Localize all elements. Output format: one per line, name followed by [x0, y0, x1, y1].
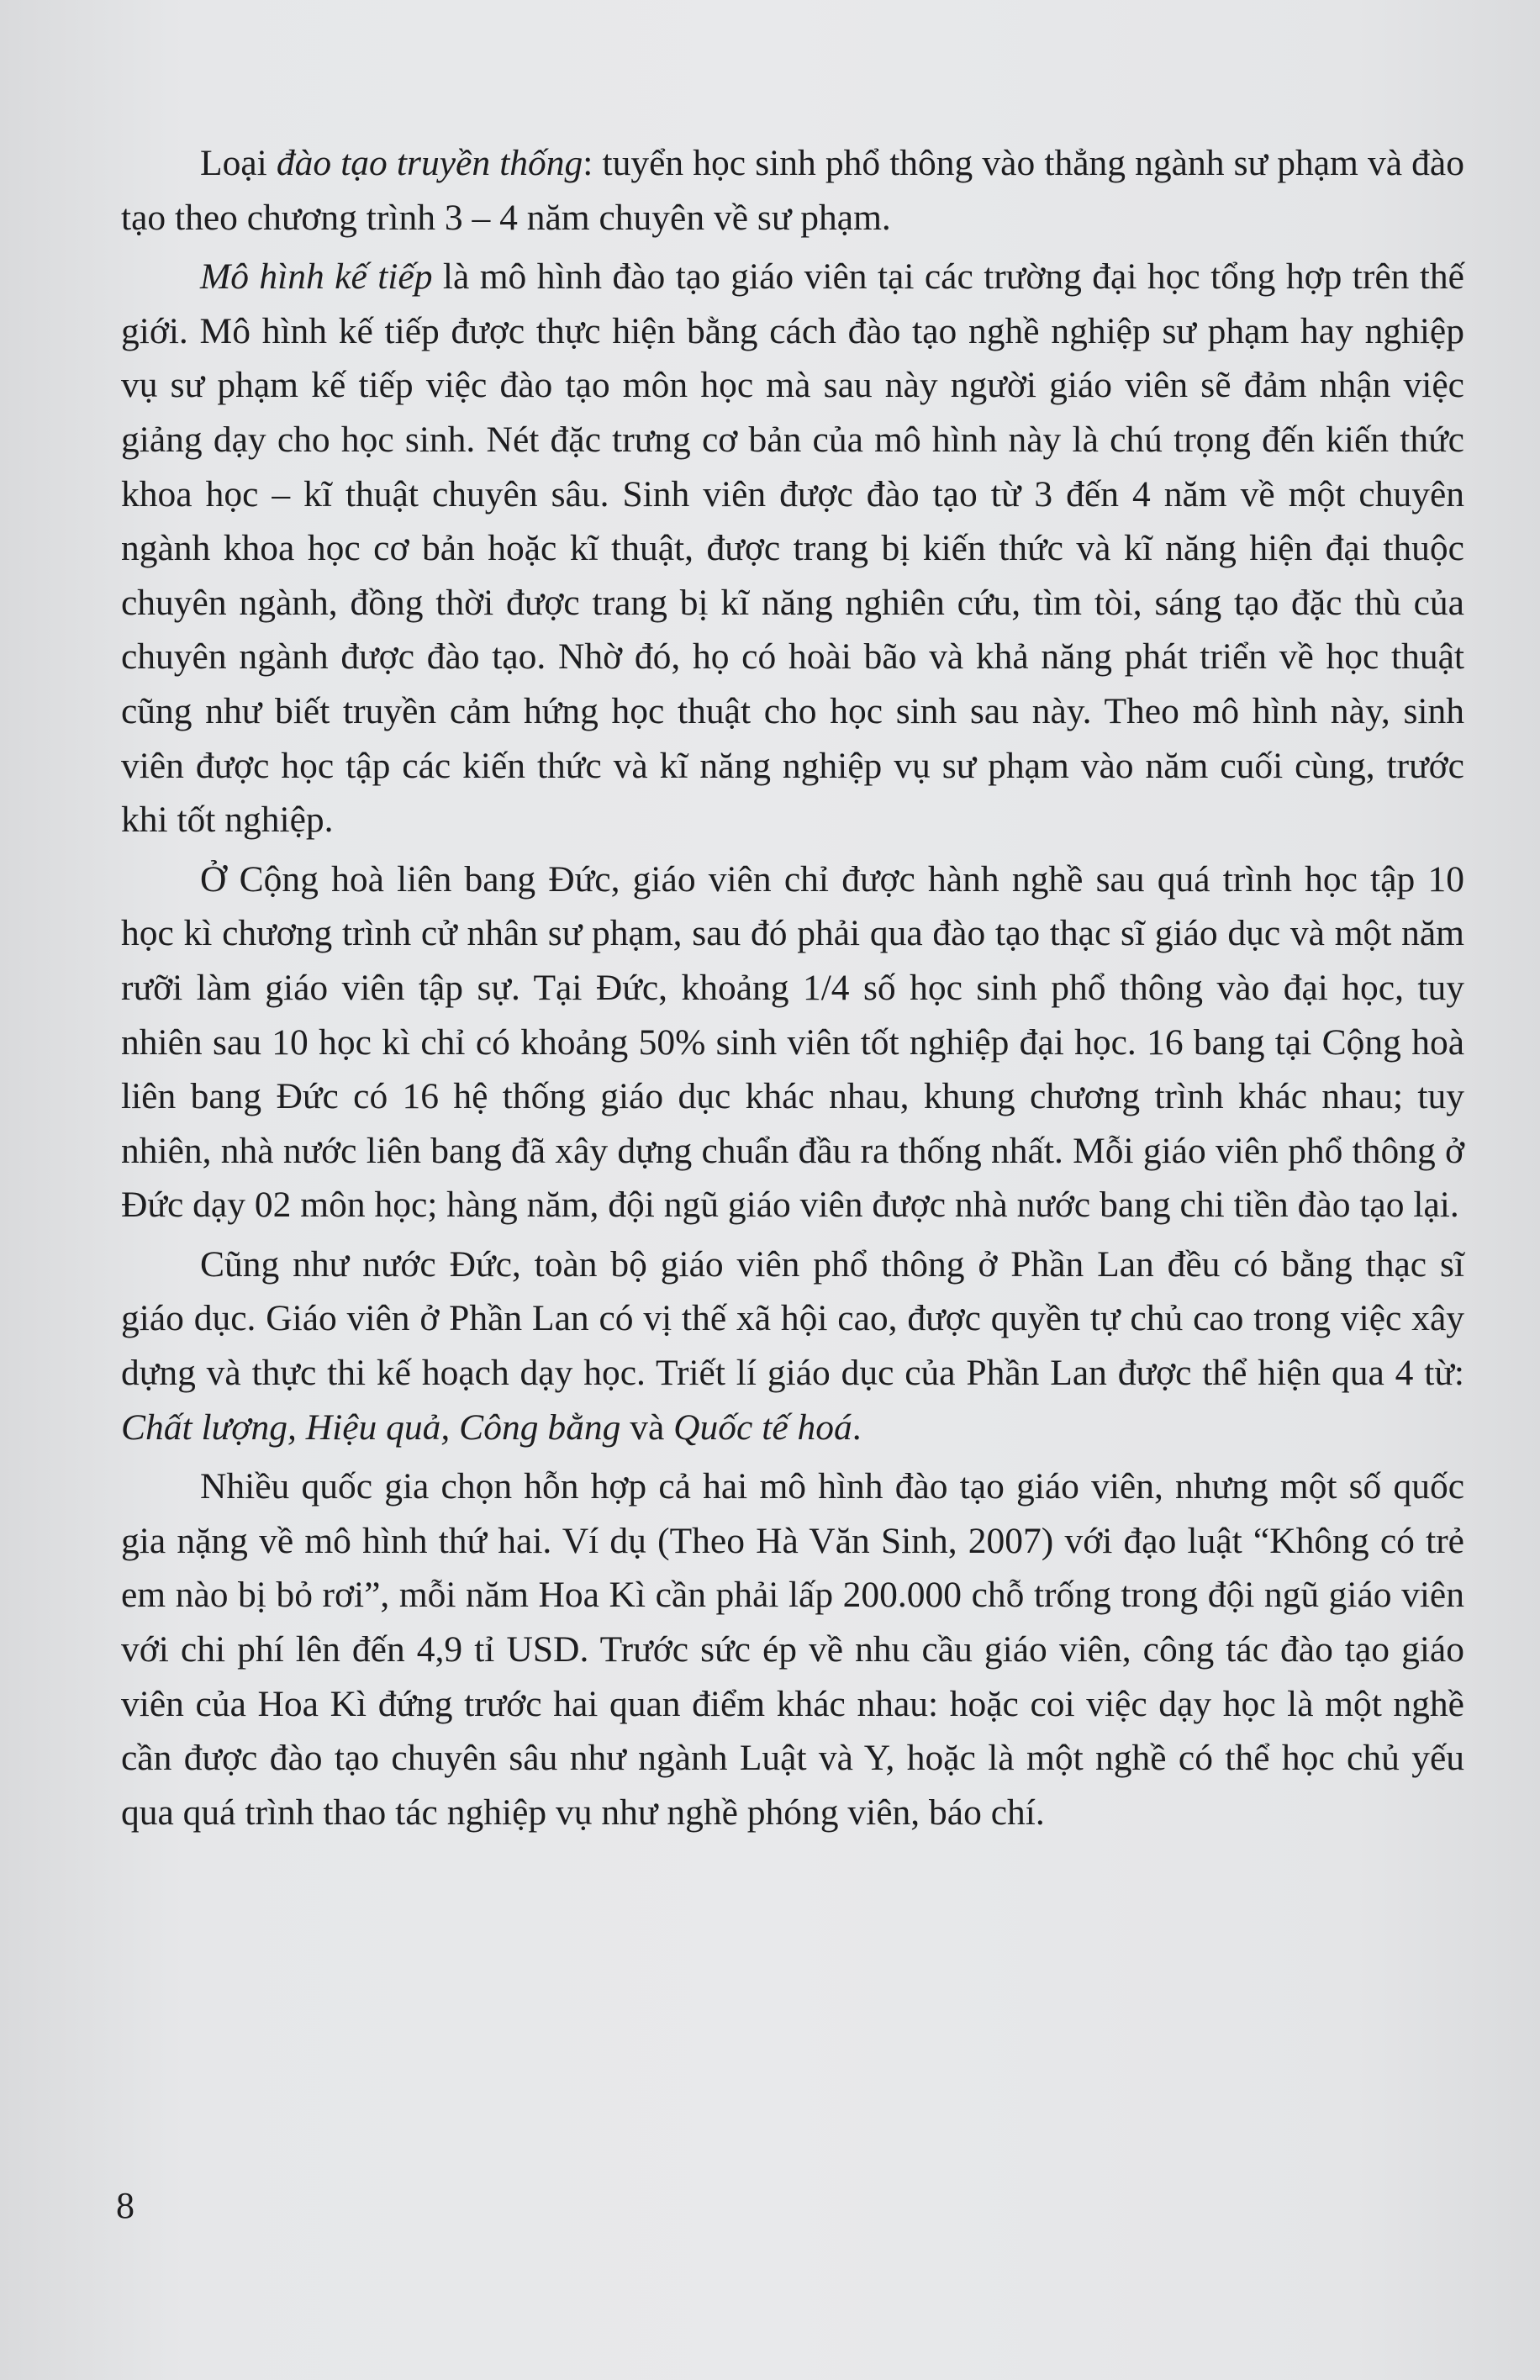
- text-run: là mô hình đào tạo giáo viên tại các trường đại học tổng hợp trên thế giới. Mô hình kế tiếp được thực hiện bằng cách đào tạo nghề nghiệp sư phạm hay nghiệp vụ sư phạm kế tiếp việc đào tạo môn học mà sau này người giáo viên sẽ đảm nhận việc giảng dạy cho học sinh. Nét đặc trưng cơ bản của mô hình này là chú trọng đến kiến thức khoa học – kĩ thuật chuyên sâu. Sinh viên được đào tạo từ 3 đến 4 năm về một chuyên ngành khoa học cơ bản hoặc kĩ thuật, được trang bị kiến thức và kĩ năng hiện đại thuộc chuyên ngành, đồng thời được trang bị kĩ năng nghiên cứu, tìm tòi, sáng tạo đặc thù của chuyên ngành được đào tạo. Nhờ đó, họ có hoài bão và khả năng phát triển về học thuật cũng như biết truyền cảm hứng học thuật cho học sinh sau này. Theo mô hình này, sinh viên được học tập các kiến thức và kĩ năng nghiệp vụ sư phạm vào năm cuối cùng, trước khi tốt nghiệp.: [121, 256, 1464, 841]
- paragraph-consecutive-model: [121, 250, 1464, 847]
- paragraph-germany: [121, 852, 1464, 1232]
- italic-term-consecutive-model: Mô hình kế tiếp: [200, 256, 433, 298]
- paragraph-finland: [121, 1237, 1464, 1454]
- text-run: : tuyển học sinh phổ thông vào thẳng ngành sư phạm và đào tạo theo chương trình 3 – 4 năm chuyên về sư phạm.: [121, 143, 1464, 238]
- paragraph-traditional-training: [121, 136, 1464, 245]
- page-number: 8: [116, 2185, 134, 2226]
- text-run: Nhiều quốc gia chọn hỗn hợp cả hai mô hình đào tạo giáo viên, nhưng một số quốc gia nặng về mô hình thứ hai. Ví dụ (Theo Hà Văn Sinh, 2007) với đạo luật “Không có trẻ em nào bị bỏ rơi”, mỗi năm Hoa Kì cần phải lấp 200.000 chỗ trống trong đội ngũ giáo viên với chi phí lên đến 4,9 tỉ USD. Trước sức ép về nhu cầu giáo viên, công tác đào tạo giáo viên của Hoa Kì đứng trước hai quan điểm khác nhau: hoặc coi việc dạy học là một nghề cần được đào tạo chuyên sâu như ngành Luật và Y, hoặc là một nghề có thể học chủ yếu qua quá trình thao tác nghiệp vụ như nghề phóng viên, báo chí.: [121, 1466, 1464, 1833]
- text-run: Ở Cộng hoà liên bang Đức, giáo viên chỉ được hành nghề sau quá trình học tập 10 học kì chương trình cử nhân sư phạm, sau đó phải qua đào tạo thạc sĩ giáo dục và một năm rưỡi làm giáo viên tập sự. Tại Đức, khoảng 1/4 số học sinh phổ thông vào đại học, tuy nhiên sau 10 học kì chỉ có khoảng 50% sinh viên tốt nghiệp đại học. 16 bang tại Cộng hoà liên bang Đức có 16 hệ thống giáo dục khác nhau, khung chương trình khác nhau; tuy nhiên, nhà nước liên bang đã xây dựng chuẩn đầu ra thống nhất. Mỗi giáo viên phổ thông ở Đức dạy 02 môn học; hàng năm, đội ngũ giáo viên được nhà nước bang chi tiền đào tạo lại.: [121, 858, 1464, 1226]
- text-run: Cũng như nước Đức, toàn bộ giáo viên phổ thông ở Phần Lan đều có bằng thạc sĩ giáo dục. Giáo viên ở Phần Lan có vị thế xã hội cao, được quyền tự chủ cao trong việc xây dựng và thực thi kế hoạch dạy học. Triết lí giáo dục của Phần Lan được thể hiện qua 4 từ:: [121, 1243, 1464, 1394]
- italic-terms-quality-efficiency-equity: Chất lượng, Hiệu quả, Công bằng: [121, 1406, 621, 1448]
- text-run: Loại: [200, 143, 277, 183]
- italic-term-internationalization: Quốc tế hoá: [673, 1406, 852, 1448]
- body-text: [121, 136, 1464, 1839]
- italic-term-traditional-training: đào tạo truyền thống: [276, 143, 583, 183]
- text-run: và: [620, 1406, 674, 1448]
- text-run: .: [852, 1406, 862, 1448]
- paragraph-mixed-models: [121, 1459, 1464, 1839]
